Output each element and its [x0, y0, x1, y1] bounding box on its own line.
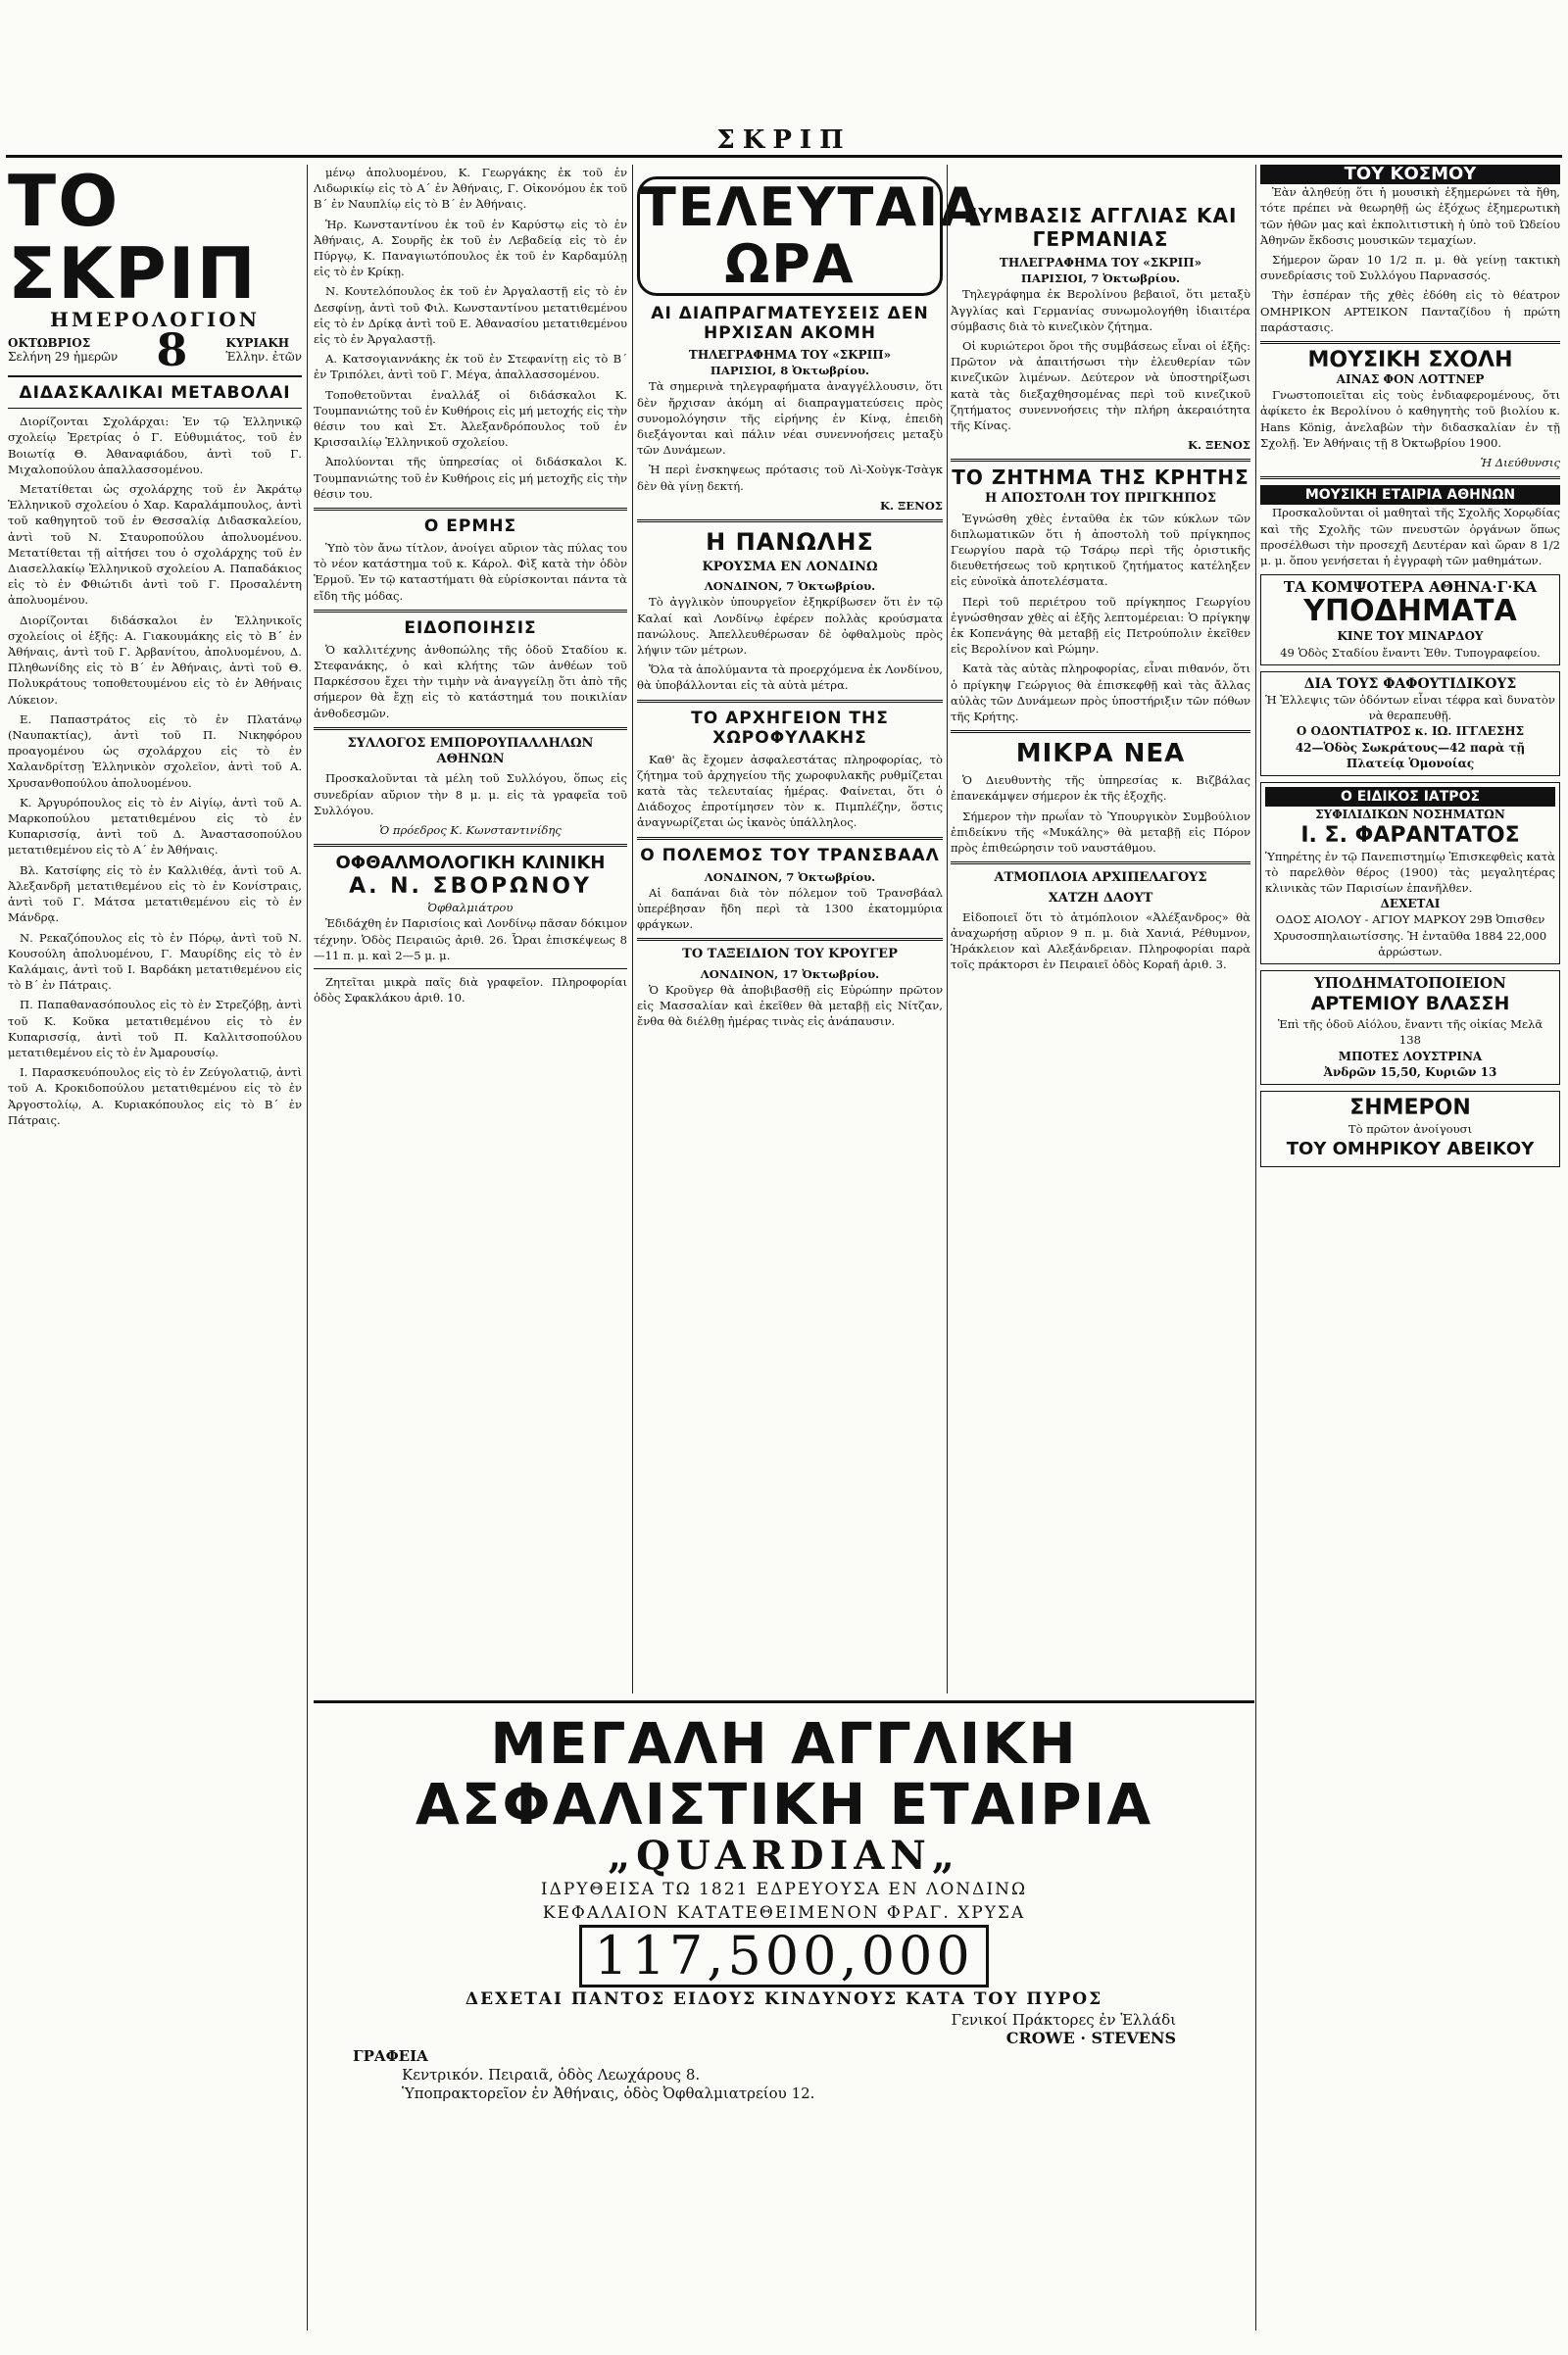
shoes-ad: [1260, 574, 1560, 665]
column-divider: [947, 165, 948, 1693]
divider: [637, 700, 943, 703]
divider: [314, 508, 627, 511]
article-paragraph: Ι. Παρασκευόπουλος εἰς τὸ ἐν Ζεύγολατιῷ, ἀντὶ τοῦ Α. Κροκιδοπούλου μετατιθεμένου εἰς τὸ ἐν Ἀργοστολίῳ, Α. Κυριακόπουλος εἰς τὸ Β΄ ἐν Πάτραις.: [8, 1065, 302, 1127]
article-paragraph: Καθ' ἃς ἔχομεν ἀσφαλεστάτας πληροφορίας, τὸ ζήτημα τοῦ ἀρχηγείου τῆς χωροφυλακῆς ρυθμίζεται κατὰ τὰς τελευταίας ἡμέρας. Φαίνεται, ὅτι ὁ Διάδοχος ἐπροτίμησεν τὸν κ. Πιμπλέζην, ὅστις ἀναγνωρίζεται ὡς ἱκανὸς ὑπάλληλος.: [637, 752, 943, 830]
dentist-ad: [1260, 671, 1560, 776]
association-text: Προσκαλοῦνται τὰ μέλη τοῦ Συλλόγου, ὅπως εἰς συνεδρίαν αὔριον τὴν 8 μ. μ. εἰς τὰ γραφεῖα τοῦ Συλλόγου.: [314, 771, 627, 817]
dateline: ΠΑΡΙΣΙΟΙ, 8 Ὀκτωβρίου.: [710, 364, 870, 378]
divider: [1260, 341, 1560, 344]
article-paragraph: Προσκαλοῦνται οἱ μαθηταὶ τῆς Σχολῆς Χορῳδίας καὶ τῆς Σχολῆς τῶν πνευστῶν ὀργάνων ὅπως προσέλθωσι τὴν προσεχῆ Δευτέραν καὶ ὥραν 8 1/2 μ. μ. ὅπου γενήσεται ἡ ἐγγραφὴ τῶν μαθημάτων.: [1260, 506, 1560, 568]
doctor-ad-address: ΟΔΟΣ ΑΙΟΛΟΥ - ΑΓΙΟΥ ΜΑΡΚΟΥ 29Β Ὀπισθεν Χρυσοσπηλαιωτίσσης. Ἡ ἐνταῦθα 1884 22,000 ἀρρώστων.: [1273, 912, 1547, 958]
association-signature: Ὁ πρόεδρος Κ. Κωνσταντινίδης: [379, 822, 562, 837]
theatre-ad-text: Τὸ πρῶτον ἀνοίγουσι: [1348, 1121, 1473, 1136]
article-paragraph: Ἐὰν ἀληθεύῃ ὅτι ἡ μουσικὴ ἐξημερώνει τὰ ἤθη, τότε πρέπει νὰ θεωρηθῇ ὡς ἐξόχως ἐξημερωτικὴ τῶν ἠθῶν μας καὶ ἐκπολιτιστικὴ ἡ ὑπὸ τοῦ Ὠδείου Ἀθηνῶν ἔκδοσις μουσικῶν τεμαχίων.: [1260, 185, 1560, 247]
article-heading: ΣΥΜΒΑΣΙΣ ΑΓΓΛΙΑΣ ΚΑΙ ΓΕΡΜΑΝΙΑΣ: [963, 204, 1238, 251]
article-paragraph: Τὸ ἀγγλικὸν ὑπουργεῖον ἐξηκρίβωσεν ὅτι ἐν τῷ Καλαί καὶ Λονδίνῳ ἐφέρεν πολλὰς κρούσματα πανώλους. Ἀπελλευθέρωσαν δὲ ὀφθαλμοὺς πρὸς λήψιν τῶν μέτρων.: [637, 595, 943, 658]
column-2: [314, 165, 627, 1684]
article-paragraph: Εἰδοποιεῖ ὅτι τὸ ἀτμόπλοιον «Ἀλέξανδρος» θὰ ἀναχωρήσῃ αὔριον 9 π. μ. διὰ Χανιά, Ρέθυμνον, Ἡράκλειον καὶ Αλεξάνδρειαν. Πληροφορίαι παρὰ τοῖς πράκτορσι ἐν Πειραιεῖ ὁδὸς Κοραῆ ἀριθ. 3.: [951, 909, 1250, 972]
music-school-heading: ΜΟΥΣΙΚΗ ΣΧΟΛΗ: [1307, 348, 1513, 373]
shoes-ad-top: ΤΑ ΚΟΜΨΟΤΕΡΑ ΑΘΗΝΑ·Γ·ΚΑ: [1283, 578, 1538, 597]
late-news-banner: ΤΕΛΕΥΤΑΙΑ ΩΡΑ: [637, 176, 943, 296]
article-subheading: ΚΡΟΥΣΜΑ ΕΝ ΛΟΝΔΙΝΩ: [702, 560, 878, 575]
column-divider: [307, 165, 308, 2330]
classified-text: Ζητεῖται μικρὰ παῖς διὰ γραφεῖον. Πληροφορίαι ὁδὸς Σφακλάκου ἀριθ. 10.: [314, 974, 627, 1006]
divider: [951, 730, 1250, 733]
article-paragraph: Αἱ δαπάναι διὰ τὸν πόλεμον τοῦ Τρανσβάαλ ὑπερέβησαν ἤδη περὶ τὰ 1300 ἑκατομμύρια φράγκων.: [637, 885, 943, 932]
dateline: ΠΑΡΙΣΙΟΙ, 7 Ὀκτωβρίου.: [1020, 271, 1181, 286]
article-paragraph: Ἐγνώσθη χθὲς ἐνταῦθα ἐκ τῶν κύκλων τῶν διπλωματικῶν ὅτι ἡ ἀποστολὴ τοῦ πρίγκηπος Γεωργίου παρὰ τῷ Τσάρῳ περὶ τῆς ὁριστικῆς διευθετήσεως τοῦ κρητικοῦ ζητήματος κατέληξεν εἰς εὐνοϊκὰ ἀποτελέσματα.: [951, 511, 1250, 589]
insurance-ad-offices-label: ΓΡΑΦΕΙΑ: [353, 2047, 428, 2065]
music-school-sub: ΑΙΝΑΣ ΦΟΝ ΛΟΤΤΝΕΡ: [1336, 372, 1485, 387]
article-paragraph: Ἀπολύονται τῆς ὑπηρεσίας οἱ διδάσκαλοι Κ. Τουμπανιώτης τοῦ ἐν Κυθήροις εἰς μή μετοχῆς εἰς τὴν θέσιν του.: [314, 455, 627, 501]
notice-text: Ὁ καλλιτέχνης ἀνθοπώλης τῆς ὁδοῦ Σταδίου κ. Στεφανάκης, ὁ καὶ κλήτης τῶν ἀνθέων τοῦ Παρκέσσου ἔχει τὴν τιμὴν νὰ ἀναγγείλῃ ὅτι ἀπὸ τῆς σήμερον θὰ ἔχῃ εἰς τὸ κατάστημά του ποικιλίαν ἀνθοδεσμῶν.: [314, 642, 627, 720]
article-paragraph: Οἱ κυριώτεροι ὅροι τῆς συμβάσεως εἶναι οἱ ἑξῆς: Πρῶτον νὰ ἀπαιτήσωσι τὴν ἐλευθερίαν τῶν κινεζικῶν λιμένων. Δεύτερον νὰ ὑποστηρίξωσι κατὰ τὰς διεξαχθησομένας περὶ τοῦ κινεζικοῦ ζητήματος συνεννοήσεις τὴν πλήρη ἀκεραιότητα τῆς Κίνας.: [951, 339, 1250, 433]
signature: Κ. ΞΕΝΟΣ: [1187, 438, 1250, 453]
article-paragraph: Ὁ Διευθυντὴς τῆς ὑπηρεσίας κ. Βιζβάλας ἐπανεκάμψεν σήμερον ἐκ τῆς ἐξοχῆς.: [951, 773, 1250, 804]
column-divider: [632, 165, 633, 1693]
dentist-ad-title: ΔΙΑ ΤΟΥΣ ΦΑΦΟΥΤΙΔΙΚΟΥΣ: [1303, 675, 1517, 692]
shoemaker-ad: [1260, 970, 1560, 1085]
article-paragraph: Τὴν ἑσπέραν τῆς χθὲς ἐδόθη εἰς τὸ θέατρον ΟΜΗΡΙΚΟΝ ΑΡΤΕΙΚΟΝ Πανταζίδου ἡ πρώτη παράστασις.: [1260, 288, 1560, 334]
top-rule: [6, 155, 1562, 158]
article-heading: ΔΙΔΑΣΚΑΛΙΚΑΙ ΜΕΤΑΒΟΛΑΙ: [19, 383, 291, 404]
article-heading: ΑΤΜΟΠΛΟΙΑ ΑΡΧΙΠΕΛΑΓΟΥΣ: [994, 870, 1207, 886]
section-heading: ΤΟΥ ΚΟΣΜΟΥ: [1260, 165, 1560, 184]
masthead-subtitle: ΗΜΕΡΟΛΟΓΙΟΝ: [50, 308, 260, 331]
article-paragraph: Σήμερον τὴν πρωΐαν τὸ Ὑπουργικὸν Συμβούλιον ἐπιδείκνυ τῆς «Μυκάλης» θὰ μεταβῇ εἰς Πόρον πρὸς ἐπιθεώρησιν τοῦ ναυστάθμου.: [951, 809, 1250, 856]
date-month: ΟΚΤΩΒΡΙΟΣ: [8, 336, 91, 351]
article-subheading: Η ΑΠΟΣΤΟΛΗ ΤΟΥ ΠΡΙΓΚΗΠΟΣ: [984, 491, 1217, 507]
divider: [314, 610, 627, 613]
divider: [1260, 476, 1560, 479]
dateline: ΛΟΝΔΙΝΟΝ, 7 Ὀκτωβρίου.: [704, 579, 876, 594]
theatre-ad-today: ΣΗΜΕΡΟΝ: [1349, 1095, 1471, 1120]
column-divider: [1255, 165, 1256, 2330]
date-day: 8: [156, 323, 188, 377]
date-moon: Σελήνη 29 ἡμερῶν: [8, 350, 119, 365]
clinic-text: Ἐδιδάχθη ἐν Παρισίοις καὶ Λονδίνῳ πᾶσαν δόκιμον τέχνην. Ὁδὸς Πειραιῶς ἀριθ. 26. Ὧραι ἐπισκέψεως 8—11 π. μ. καὶ 2—5 μ. μ.: [314, 916, 627, 962]
dateline: ΛΟΝΔΙΝΟΝ, 7 Ὀκτωβρίου.: [704, 869, 876, 884]
dateline: [8, 323, 302, 377]
divider: [637, 519, 943, 522]
notice-heading: ΕΙΔΟΠΟΙΗΣΙΣ: [404, 617, 537, 638]
article-heading: Ο ΠΟΛΕΜΟΣ ΤΟΥ ΤΡΑΝΣΒΑΑΛ: [640, 845, 940, 865]
article-paragraph: Βλ. Κατσίφης εἰς τὸ ἐν Καλλιθέᾳ, ἀντὶ τοῦ Α. Ἀλεξανδρῆ μετατιθεμένου εἰς τὸ ἐν Κονίστραις, ἀντὶ τοῦ Γ. Μάτσα μετατιθεμένου εἰς τὸ ἐν Μάνδρᾳ.: [8, 862, 302, 925]
divider: [314, 968, 627, 969]
telegram-label: ΤΗΛΕΓΡΑΦΗΜΑ ΤΟΥ «ΣΚΡΙΠ»: [999, 256, 1202, 270]
column-4: [951, 165, 1250, 1684]
hermes-heading: Ο ΕΡΜΗΣ: [423, 516, 517, 537]
shoemaker-ad-prices: Ἀνδρῶν 15,50, Κυριῶν 13: [1323, 1064, 1497, 1079]
dentist-ad-name: Ο ΟΔΟΝΤΙΑΤΡΟΣ κ. ΙΩ. ΙΓΓΛΕΣΗΣ: [1296, 724, 1525, 739]
article-paragraph: Μετατίθεται ὡς σχολάρχης τοῦ ἐν Ἀκράτῳ Ἑλληνικοῦ σχολείου ὁ Χαρ. Καραλάμπουλος, ἀντὶ τοῦ καθηγητοῦ τοῦ ἐν Θεσσαλίᾳ Διδασκαλείου, ἀντὶ τοῦ Ν. Σταυροπούλου ἀπολυομένου. Μετατίθεται τῇ αἰτήσει του ὁ σχολάρχης τοῦ ἐν Διασελλακίῳ Ἑλληνικοῦ σχολείου Α. Παπαδάκιος εἰς τὸ ἐν Φθιώτιδι ἀντὶ τοῦ Γ. Προσαλέντη ἀπολυομένου.: [8, 482, 302, 608]
doctor-ad-hours: ΔΕΧΕΤΑΙ: [1380, 897, 1441, 911]
dentist-ad-text: Ἡ Ἑλλεψις τῶν ὀδόντων εἶναι τέφρα καὶ δυνατὸν νὰ θεραπευθῇ.: [1265, 693, 1555, 723]
association-heading: ΣΥΛΛΟΓΟΣ ΕΜΠΟΡΟΥΠΑΛΛΗΛΩΝ ΑΘΗΝΩΝ: [347, 735, 594, 767]
article-paragraph: μένῳ ἀπολυομένου, Κ. Γεωργάκης ἐκ τοῦ ἐν Λιδωρικίῳ εἰς τὸ Α΄ ἐν Ἀθήναις, Γ. Οἰκονόμου ἐκ τοῦ Β΄ ἐν Ναυπλίῳ εἰς τὸ Β΄ ἐν Ἀθήναις.: [314, 166, 627, 212]
divider: [314, 844, 627, 847]
insurance-ad-founded: ΙΔΡΥΘΕΙΣΑ ΤΩ 1821 ΕΔΡΕΥΟΥΣΑ ΕΝ ΛΟΝΔΙΝΩ: [540, 1880, 1028, 1899]
article-heading: ΤΟ ΖΗΤΗΜΑ ΤΗΣ ΚΡΗΤΗΣ: [952, 466, 1250, 490]
column-5: [1260, 165, 1560, 2330]
clinic-sub: Ὀφθαλμιάτρου: [427, 901, 514, 915]
music-society-heading: ΜΟΥΣΙΚΗ ΕΤΑΙΡΙΑ ΑΘΗΝΩΝ: [1260, 485, 1560, 505]
article-paragraph: Διορίζονται διδάσκαλοι ἐν Ἑλληνικοῖς σχολείοις οἱ ἑξῆς: Α. Γιακουμάκης εἰς τὸ Β΄ ἐν Ἀθήναις, ἀντὶ τοῦ Γ. Ἀρβανίτου, ἀπολυομένου, Δ. Πληθωνίδης εἰς τὸ Β΄ ἐν Ἀθήναις, ἀντὶ τοῦ Θ. Πολυκράτους τοποθετουμένου εἰς τὸ ἐν Ἀθήναις Λύκειον.: [8, 613, 302, 707]
article-paragraph: Διορίζονται Σχολάρχαι: Ἐν τῷ Ἑλληνικῷ σχολείῳ Ἐρετρίας ὁ Γ. Εὐθυμιάτος, τοῦ ἐν Βοιωτίᾳ Θ. Ἀθαναφιάδου, ἀντὶ τοῦ Γ. Μιχαλοπούλου ἀπαλλασσομένου.: [8, 415, 302, 476]
insurance-ad-office-1: Κεντρικόν. Πειραιᾶ, ὁδὸς Λεωχάρους 8.: [402, 2066, 701, 2084]
date-sun: Ἑλλην. ἐτῶν: [225, 350, 302, 365]
article-paragraph: Ν. Ρεκαζόπουλος εἰς τὸ ἐν Πόρῳ, ἀντὶ τοῦ Ν. Κουσούλη ἀπολυομένου, Γ. Μαυρίδης εἰς τὸ ἐν Καλάμαις, ἀντὶ τοῦ Ι. Βαρδάκη μετατιθεμένου εἰς τὸ Β΄ ἐν Πάτραις.: [8, 930, 302, 993]
shoes-ad-address: 49 Ὁδὸς Σταδίου ἔναντι Ἐθν. Τυπογραφείου.: [1280, 645, 1541, 660]
divider: [637, 938, 943, 941]
shoes-ad-sub: ΚΙΝΕ ΤΟΥ ΜΙΝΑΡΔΟΥ: [1337, 629, 1484, 644]
article-paragraph: Α. Κατσογιαννάκης ἐκ τοῦ ἐν Στεφανίτῃ εἰς τὸ Β΄ ἐν Τριπόλει, ἀντὶ τοῦ Γ. Μέγα, ἀπαλλασσομένου.: [314, 352, 627, 382]
article-paragraph: Ὅλα τὰ ἀπολύμαντα τὰ προερχόμενα ἐκ Λονδίνου, θὰ ὑποβάλλονται εἰς τὰ αὐτὰ μέτρα.: [637, 662, 943, 693]
masthead-title: ΤΟ ΣΚΡΙΠ: [8, 160, 258, 315]
article-heading: Η ΠΑΝΩΛΗΣ: [706, 528, 874, 557]
article-paragraph: Ὁ Κροῦγερ θὰ ἀποβιβασθῇ εἰς Εὐρώπην πρῶτον εἰς Μασσαλίαν καὶ ἐκεῖθεν θὰ μεταβῇ εἰς Νίτζαν, ἔνθα θὰ διέλθῃ ἡμέρας τινὰς εἰς ἀνάπαυσιν.: [637, 982, 943, 1029]
article-paragraph: Σήμερον ὥραν 10 1/2 π. μ. θὰ γείνῃ τακτικὴ συνεδρίασις τοῦ Συλλόγου Παρνασσός.: [1260, 253, 1560, 283]
shoemaker-ad-text: Ἐπὶ τῆς ὁδοῦ Αἰόλου, ἔναντι τῆς οἰκίας Μελᾶ 138: [1277, 1017, 1544, 1048]
divider: [314, 727, 627, 730]
divider: [951, 861, 1250, 864]
article-heading: ΤΟ ΑΡΧΗΓΕΙΟΝ ΤΗΣ ΧΩΡΟΦΥΛΑΚΗΣ: [691, 708, 889, 748]
article-paragraph: Ἡρ. Κωνσταντίνου ἐκ τοῦ ἐν Καρύστῳ εἰς τὸ ἐν Ἀθήναις, Α. Σουρῆς ἐκ τοῦ ἐν Λεβαδείᾳ εἰς τὸ ἐν Πύργῳ, Κ. Παναγιωτόπουλος ἐκ τοῦ ἐν Καρδαμύλῃ εἰς τὸ ἐν Κρίκῃ.: [314, 217, 627, 279]
article-heading: ΤΟ ΤΑΞΕΙΔΙΟΝ ΤΟΥ ΚΡΟΥΓΕΡ: [682, 947, 898, 962]
article-paragraph: Τοποθετοῦνται ἐναλλάξ οἱ διδάσκαλοι Κ. Τουμπανιώτης τοῦ ἐν Κυθήροις εἰς μή μετοχής εἰς τὴν θέσιν του καὶ Στ. Ἀλεξανδρόπουλος τοῦ ἐν Κρισσαιλίῳ Ἑλληνικοῦ σχολείου.: [314, 387, 627, 450]
running-head: ΣΚΡΙΠ: [716, 125, 852, 155]
article-paragraph: Ε. Παπαστράτος εἰς τὸ ἐν Πλατάνῳ (Ναυπακτίας), ἀντὶ τοῦ Π. Νικηφόρου προαγομένου ὡς σχολάρχου εἰς τὸ ἐν Χαλανδρίτσῃ Ἑλληνικὸν σχολεῖον, ἀντὶ τοῦ Α. Χρυσανθοπούλου ἀπολυομένου.: [8, 711, 302, 790]
clinic-heading: ΟΦΘΑΛΜΟΛΟΓΙΚΗ ΚΛΙΝΙΚΗ: [335, 853, 606, 874]
dentist-ad-address: 42—Ὁδὸς Σωκράτους—42 παρὰ τῇ Πλατείᾳ Ὁμονοίας: [1295, 740, 1526, 770]
doctor-ad: [1260, 782, 1560, 964]
doctor-ad-title: Ο ΕΙΔΙΚΟΣ ΙΑΤΡΟΣ: [1265, 787, 1555, 807]
divider: [951, 459, 1250, 462]
article-heading: ΜΙΚΡΑ ΝΕΑ: [1015, 739, 1186, 769]
insurance-ad-capital-label: ΚΕΦΑΛΑΙΟΝ ΚΑΤΑΤΕΘΕΙΜΕΝΟΝ ΦΡΑΓ. ΧΡΥΣΑ: [542, 1903, 1026, 1923]
shoemaker-ad-title: ΥΠΟΔΗΜΑΤΟΠΟΙΕΙΟΝ: [1314, 973, 1506, 992]
article-paragraph: Ν. Κουτελόπουλος ἐκ τοῦ ἐν Ἀργαλαστῇ εἰς τὸ ἐν Δεσφίνῃ, ἀντὶ τοῦ Φιλ. Κωνσταντίνου μετατιθεμένου εἰς τὸ ἐν Δρίκᾳ ἀντὶ τοῦ Ε. Ἀθανασίου μετατιθεμένου εἰς τὸ ἐν Ἀργαλαστῇ.: [314, 284, 627, 347]
article-paragraph: Τηλεγράφημα ἐκ Βερολίνου βεβαιοῖ, ὅτι μεταξὺ Ἀγγλίας καὶ Γερμανίας συνωμολογήθη ἰδιαιτέρα σύμβασις διὰ τὸ κινεζικὸν ζήτημα.: [951, 287, 1250, 333]
signature: Κ. ΞΕΝΟΣ: [879, 498, 943, 513]
article-paragraph: Κ. Ἀργυρόπουλος εἰς τὸ ἐν Αἰγίῳ, ἀντὶ τοῦ Α. Μαρκοπούλου μετατιθεμένου εἰς τὸ ἐν Κυπαρισσίᾳ, ἀντὶ τοῦ Δ. Ἀναστασοπούλου μετατιθεμένου εἰς τὸ Α΄ ἐν Ἀθήναις.: [8, 795, 302, 858]
divider: [637, 837, 943, 840]
date-weekday: ΚΥΡΙΑΚΗ: [225, 336, 290, 351]
article-paragraph: Κατὰ τὰς αὐτὰς πληροφορίας, εἶναι πιθανόν, ὅτι ὁ πρίγκηψ Γεώργιος θὰ ἐπισκεφθῇ καὶ τὰς ἄλλας αὐλὰς τῶν Δυνάμεων πρὸς ὑποστήριξιν τῶν πόθων τῆς Κρήτης.: [951, 662, 1250, 724]
insurance-ad-name: „QUARDIAN„: [608, 1833, 960, 1879]
insurance-ad-amount-value: 117,500,000: [579, 1925, 989, 1987]
doctor-ad-text: Ὑπηρέτης ἐν τῷ Πανεπιστημίῳ Ἐπισκεφθεὶς κατὰ τὸ παρελθὸν θέρος (1900) τὰς μεγαλητέρας κλινικὰς τῶν Παρισίων ἐπανῆλθεν.: [1265, 849, 1555, 895]
article-paragraph: Π. Παπαθανασόπουλος εἰς τὸ ἐν Στρεζόβῃ, ἀντὶ τοῦ Κ. Κοῦκα μετατιθεμένου εἰς τὸ ἐν Κυπαρισσίᾳ, ἀντὶ τοῦ Π. Καλλιτσοπούλου μετατιθεμένου εἰς τὸ ἐν Ἀμαρουσίῳ.: [8, 998, 302, 1059]
insurance-ad-office-2: Ὑποπρακτορεῖον ἐν Ἀθήναις, ὁδὸς Ὀφθαλμιατρείου 12.: [402, 2085, 815, 2102]
article-paragraph: Περὶ τοῦ περιέτρου τοῦ πρίγκηπος Γεωργίου ἐγνώσθησαν χθὲς αἱ ἑξῆς λεπτομέρειαι: Ὁ πρίγκηψ ἐκ Κοπενάγης θὰ μεταβῇ εἰς Πετρούπολιν ἐκεῖθεν εἰς Βερολίνον καὶ Ρώμην.: [951, 594, 1250, 657]
column-1: [8, 160, 302, 2330]
article-subheading: ΧΑΤΖΗ ΔΑΟΥΤ: [1048, 890, 1153, 906]
insurance-ad-agents: Γενικοί Πράκτορες ἐν Ἑλλάδι: [951, 2011, 1176, 2029]
theatre-ad-name: ΤΟΥ ΟΜΗΡΙΚΟΥ ΑΒΕΙΚΟΥ: [1286, 1139, 1535, 1160]
hermes-text: Ὑπὸ τὸν ἄνω τίτλον, ἀνοίγει αὔριον τὰς πύλας του τὸ νέον κατάστημα τοῦ κ. Κάρολ. Φὶξ κατὰ τὴν ὁδὸν Ἑρμοῦ. Ἐν τῷ καταστήματι θὰ εὑρίσκονται πάντα τὰ εἴδη τῆς μόδας.: [314, 541, 627, 603]
insurance-ad-title: ΜΕΓΑΛΗ ΑΓΓΛΙΚΗ ΑΣΦΑΛΙΣΤΙΚΗ ΕΤΑΙΡΙΑ: [415, 1710, 1153, 1838]
insurance-ad-agents-name: CROWE · STEVENS: [1005, 2029, 1176, 2047]
doctor-ad-specialty: ΣΥΦΙΛΙΔΙΚΩΝ ΝΟΣΗΜΑΤΩΝ: [1315, 808, 1505, 822]
article-paragraph: Γνωστοποιεῖται εἰς τοὺς ἐνδιαφερομένους, ὅτι ἀφίκετο ἐκ Βερολίνου ὁ καθηγητὴς τοῦ βιολίου κ. Hans König, ἀνελαβὼν τὴν διδασκαλίαν ἐν τῇ Σχολῇ. Ἐν Ἀθήναις τῇ 8 Ὀκτωβρίου 1900.: [1260, 388, 1560, 450]
insurance-ad-risks: ΔΕΧΕΤΑΙ ΠΑΝΤΟΣ ΕΙΔΟΥΣ ΚΙΝΔΥΝΟΥΣ ΚΑΤΑ ΤΟΥ ΠΥΡΟΣ: [465, 1989, 1103, 2009]
dateline: ΛΟΝΔΙΝΟΝ, 17 Ὀκτωβρίου.: [700, 966, 880, 981]
insurance-ad: [314, 1700, 1254, 2102]
signature: Ἡ Διεύθυνσις: [1480, 456, 1560, 470]
shoemaker-ad-boots: ΜΠΟΤΕΣ ΛΟΥΣΤΡΙΝΑ: [1338, 1049, 1483, 1063]
shoes-ad-title: ΥΠΟΔΗΜΑΤΑ: [1303, 594, 1517, 629]
divider: [8, 408, 302, 409]
article-paragraph: Τὰ σημερινὰ τηλεγραφήματα ἀναγγέλλουσιν, ὅτι δὲν ἤρχισαν ἀκόμη αἱ διαπραγματεύσεις πρὸς συνομολόγησιν τῆς εἰρήνης ἐν Κίνᾳ, ἐπειδὴ διεξάγονται καὶ πάλιν νέαι συνεννοήσεις μεταξὺ τῶν Δυνάμεων.: [637, 379, 943, 458]
theatre-ad: [1260, 1091, 1560, 1167]
article-paragraph: Ἡ περὶ ἐνσκηψεως πρότασις τοῦ Λὶ-Χοὺγκ-Τσὰγκ δὲν θὰ γίνῃ δεκτή.: [637, 463, 943, 493]
telegram-label: ΤΗΛΕΓΡΑΦΗΜΑ ΤΟΥ «ΣΚΡΙΠ»: [688, 348, 892, 362]
doctor-ad-name: Ι. Σ. ΦΑΡΑΝΤΑΤΟΣ: [1300, 822, 1520, 848]
column-3: [637, 165, 984, 1684]
insurance-ad-amount: [314, 1925, 1254, 1987]
clinic-doctor: Α. Ν. ΣΒΟΡΩΝΟΥ: [349, 874, 592, 900]
shoemaker-ad-name: ΑΡΤΕΜΙΟΥ ΒΛΑΣΣΗ: [1310, 993, 1510, 1015]
article-heading: ΑΙ ΔΙΑΠΡΑΓΜΑΤΕΥΣΕΙΣ ΔΕΝ ΗΡΧΙΣΑΝ ΑΚΟΜΗ: [651, 304, 929, 343]
